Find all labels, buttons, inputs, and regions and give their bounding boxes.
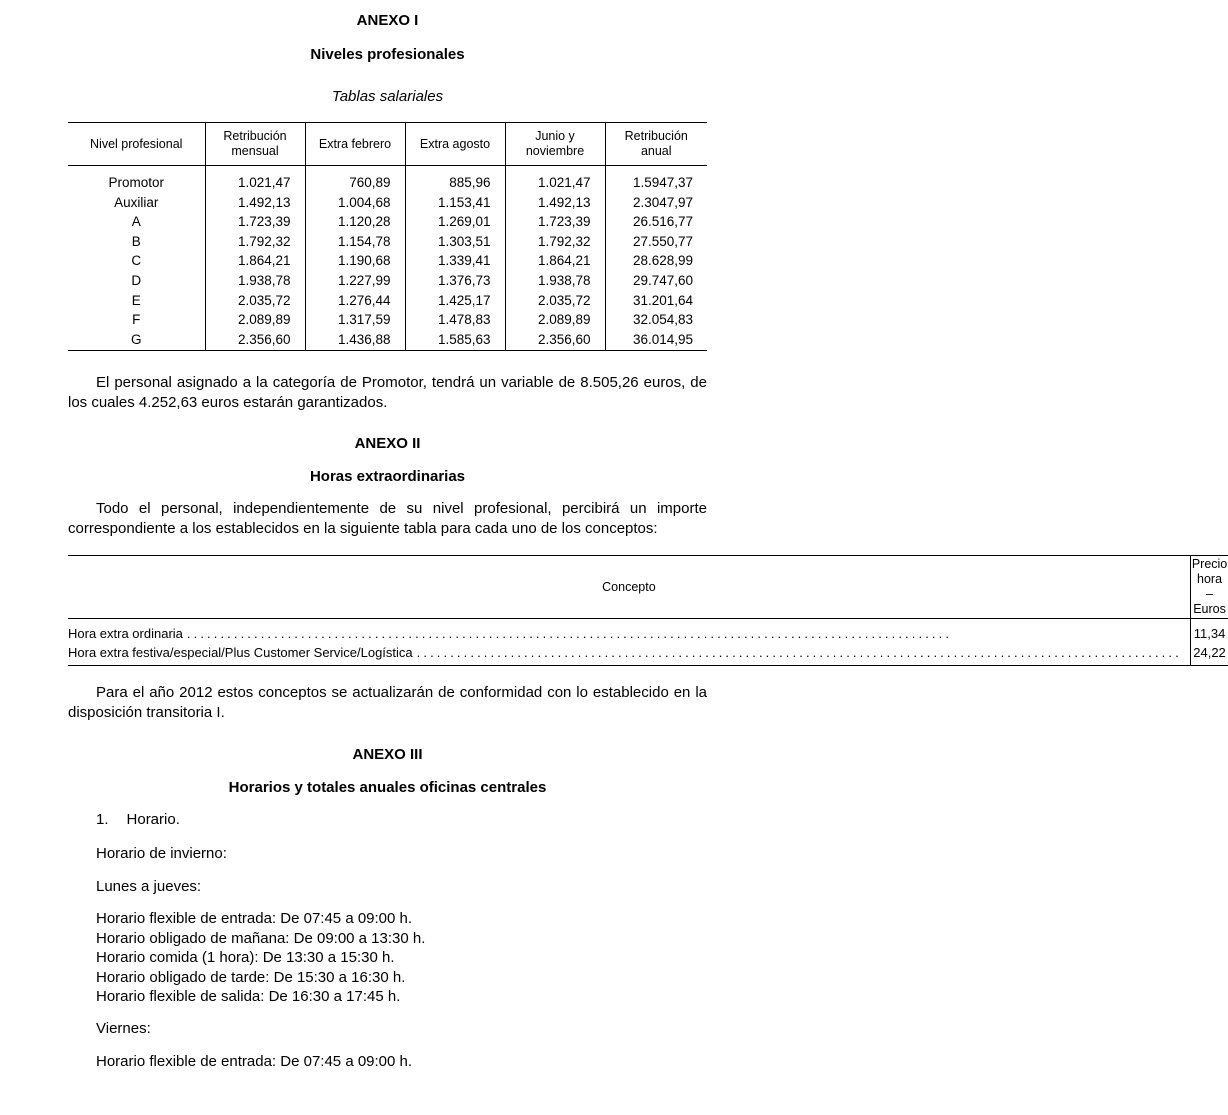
- overtime-table: [68, 555, 1228, 666]
- header-price: [1190, 556, 1228, 619]
- salary-table-header-row: [68, 123, 707, 166]
- header-june-nov: [505, 123, 605, 166]
- salary-cell-extra-aug: 885,96: [405, 166, 505, 193]
- salary-cell-level: B: [131, 233, 141, 249]
- salary-table: [68, 122, 707, 351]
- salary-cell-level: C: [131, 253, 142, 269]
- friday-label: Viernes:: [96, 1020, 151, 1037]
- salary-cell-june-nov: 2.035,72: [505, 291, 605, 311]
- salary-cell-monthly: 1.723,39: [205, 212, 305, 232]
- salary-cell-extra-feb: 1.317,59: [305, 310, 405, 330]
- header-extra-aug: [405, 123, 505, 166]
- salary-cell-monthly: 1.792,32: [205, 232, 305, 252]
- section-item: [96, 810, 180, 830]
- schedule-line: Horario flexible de entrada: De 07:45 a 09:00 h.: [96, 910, 413, 927]
- salary-row: [68, 291, 707, 311]
- salary-cell-extra-feb: 1.227,99: [305, 271, 405, 291]
- header-monthly: [205, 123, 305, 166]
- annex3-subtitle: Horarios y totales anuales oficinas centrales: [228, 779, 547, 796]
- annex3-title: ANEXO III: [352, 746, 423, 763]
- header-price-line1: Precio hora: [1191, 557, 1228, 586]
- salary-cell-level: Promotor: [108, 175, 165, 190]
- header-annual: [605, 123, 707, 166]
- salary-cell-extra-feb: 1.276,44: [305, 291, 405, 311]
- salary-cell-extra-aug: 1.585,63: [405, 330, 505, 351]
- overtime-price: 24,22: [1190, 643, 1228, 666]
- overtime-intro: Todo el personal, independientemente de su nivel profesional, percibirá un importe correspondiente a los establecidos en la siguiente tabla para cada uno de los conceptos:: [68, 500, 707, 537]
- salary-cell-monthly: 1.864,21: [205, 251, 305, 271]
- salary-cell-extra-feb: 1.436,88: [305, 330, 405, 351]
- salary-cell-level: D: [131, 272, 142, 288]
- salary-cell-annual: 1.5947,37: [605, 166, 707, 193]
- salary-cell-june-nov: 1.723,39: [505, 212, 605, 232]
- overtime-concept-cell: [68, 619, 1190, 644]
- annex2-title: ANEXO II: [354, 435, 421, 452]
- salary-cell-extra-feb: 1.004,68: [305, 193, 405, 213]
- salary-cell-extra-feb: 1.154,78: [305, 232, 405, 252]
- salary-row: [68, 232, 707, 252]
- salary-cell-level: Auxiliar: [114, 194, 159, 210]
- schedule-line: Horario obligado de tarde: De 15:30 a 16:30 h.: [96, 968, 406, 986]
- section-label: Horario.: [126, 811, 180, 828]
- salary-cell-extra-aug: 1.376,73: [405, 271, 505, 291]
- annex2-subtitle: Horas extraordinarias: [309, 468, 466, 485]
- salary-cell-annual: 29.747,60: [605, 271, 707, 291]
- dot-leader: ..................................................................................................................: [186, 626, 953, 641]
- salary-cell-extra-aug: 1.425,17: [405, 291, 505, 311]
- overtime-price: 11,34: [1190, 619, 1228, 644]
- section-number: 1.: [96, 811, 109, 828]
- header-annual-text: Retribución anual: [624, 129, 688, 158]
- salary-cell-june-nov: 1.938,78: [505, 271, 605, 291]
- salary-cell-level: E: [131, 292, 141, 308]
- salary-row: [68, 330, 707, 351]
- salary-cell-june-nov: 2.089,89: [505, 310, 605, 330]
- salary-cell-june-nov: 2.356,60: [505, 330, 605, 351]
- salary-cell-june-nov: 1.792,32: [505, 232, 605, 252]
- salary-cell-level: G: [68, 330, 205, 351]
- salary-cell-june-nov: 1.492,13: [505, 193, 605, 213]
- overtime-row: [68, 643, 1228, 666]
- salary-cell-extra-aug: 1.339,41: [405, 251, 505, 271]
- schedule-line: Horario flexible de salida: De 16:30 a 17:45 h.: [96, 988, 401, 1005]
- salary-cell-annual: 2.3047,97: [605, 193, 707, 213]
- salary-cell-extra-aug: 1.153,41: [405, 193, 505, 213]
- salary-cell-monthly: 1.938,78: [205, 271, 305, 291]
- header-price-line3: Euros: [1193, 602, 1226, 616]
- salary-row: [68, 310, 707, 330]
- salary-cell-annual: 27.550,77: [605, 232, 707, 252]
- promotor-variable-note: El personal asignado a la categoría de Promotor, tendrá un variable de 8.505,26 euros, de los cuales 4.252,63 euros estarán garantizados.: [68, 374, 707, 411]
- annex1-title: ANEXO I: [356, 12, 419, 29]
- salary-cell-extra-feb: 1.120,28: [305, 212, 405, 232]
- overtime-header-row: [68, 556, 1228, 619]
- overtime-concept: Hora extra festiva/especial/Plus Customer Service/Logística: [68, 645, 413, 660]
- salary-cell-june-nov: 1.864,21: [505, 251, 605, 271]
- salary-cell-extra-feb: 1.190,68: [305, 251, 405, 271]
- salary-cell-extra-aug: 1.478,83: [405, 310, 505, 330]
- salary-cell-monthly: 2.356,60: [205, 330, 305, 351]
- header-level-text: Nivel profesional: [90, 136, 183, 151]
- overtime-concept: Hora extra ordinaria: [68, 626, 183, 641]
- salary-cell-monthly: 1.021,47: [205, 166, 305, 193]
- overtime-concept-cell: [68, 643, 1190, 666]
- salary-cell-annual: 32.054,83: [605, 310, 707, 330]
- salary-cell-extra-aug: 1.269,01: [405, 212, 505, 232]
- salary-row: [68, 271, 707, 291]
- overtime-row: [68, 619, 1228, 644]
- salary-cell-june-nov: 1.021,47: [505, 166, 605, 193]
- salary-cell-monthly: 2.035,72: [205, 291, 305, 311]
- header-june-nov-text: Junio y noviembre: [525, 129, 585, 158]
- schedule-line: Horario flexible de entrada: De 07:45 a 09:00 h.: [96, 1053, 413, 1070]
- winter-schedule-label: Horario de invierno:: [96, 845, 227, 862]
- overtime-update-note: Para el año 2012 estos conceptos se actualizarán de conformidad con lo establecido en la disposición transitoria I.: [68, 684, 707, 721]
- header-monthly-text: Retribución mensual: [223, 129, 287, 158]
- salary-cell-annual: 26.516,77: [605, 212, 707, 232]
- salary-cell-monthly: 1.492,13: [205, 193, 305, 213]
- mon-thu-label: Lunes a jueves:: [96, 878, 202, 895]
- salary-row: [68, 193, 707, 213]
- header-extra-feb: [305, 123, 405, 166]
- annex1-subtitle: Niveles profesionales: [310, 46, 465, 63]
- schedule-line: Horario obligado de mañana: De 09:00 a 13:30 h.: [96, 929, 426, 947]
- salary-row: [68, 212, 707, 232]
- salary-table-caption: Tablas salariales: [331, 88, 444, 105]
- schedule-line: Horario comida (1 hora): De 13:30 a 15:30 h.: [96, 949, 395, 966]
- header-level: [68, 123, 205, 166]
- salary-cell-extra-aug: 1.303,51: [405, 232, 505, 252]
- salary-cell-level: F: [132, 312, 141, 328]
- header-extra-feb-text: Extra febrero: [318, 136, 392, 151]
- header-price-line2: –: [1206, 587, 1213, 601]
- salary-row: [68, 166, 707, 193]
- salary-row: [68, 251, 707, 271]
- salary-cell-annual: 28.628,99: [605, 251, 707, 271]
- dot-leader: ..................................................................................................................: [416, 645, 1182, 660]
- header-concept: Concepto: [68, 556, 1190, 619]
- salary-cell-annual: 31.201,64: [605, 291, 707, 311]
- salary-cell-level: A: [131, 214, 141, 230]
- salary-cell-extra-feb: 760,89: [305, 166, 405, 193]
- header-extra-aug-text: Extra agosto: [419, 136, 491, 151]
- salary-cell-monthly: 2.089,89: [205, 310, 305, 330]
- salary-cell-annual: 36.014,95: [605, 330, 707, 351]
